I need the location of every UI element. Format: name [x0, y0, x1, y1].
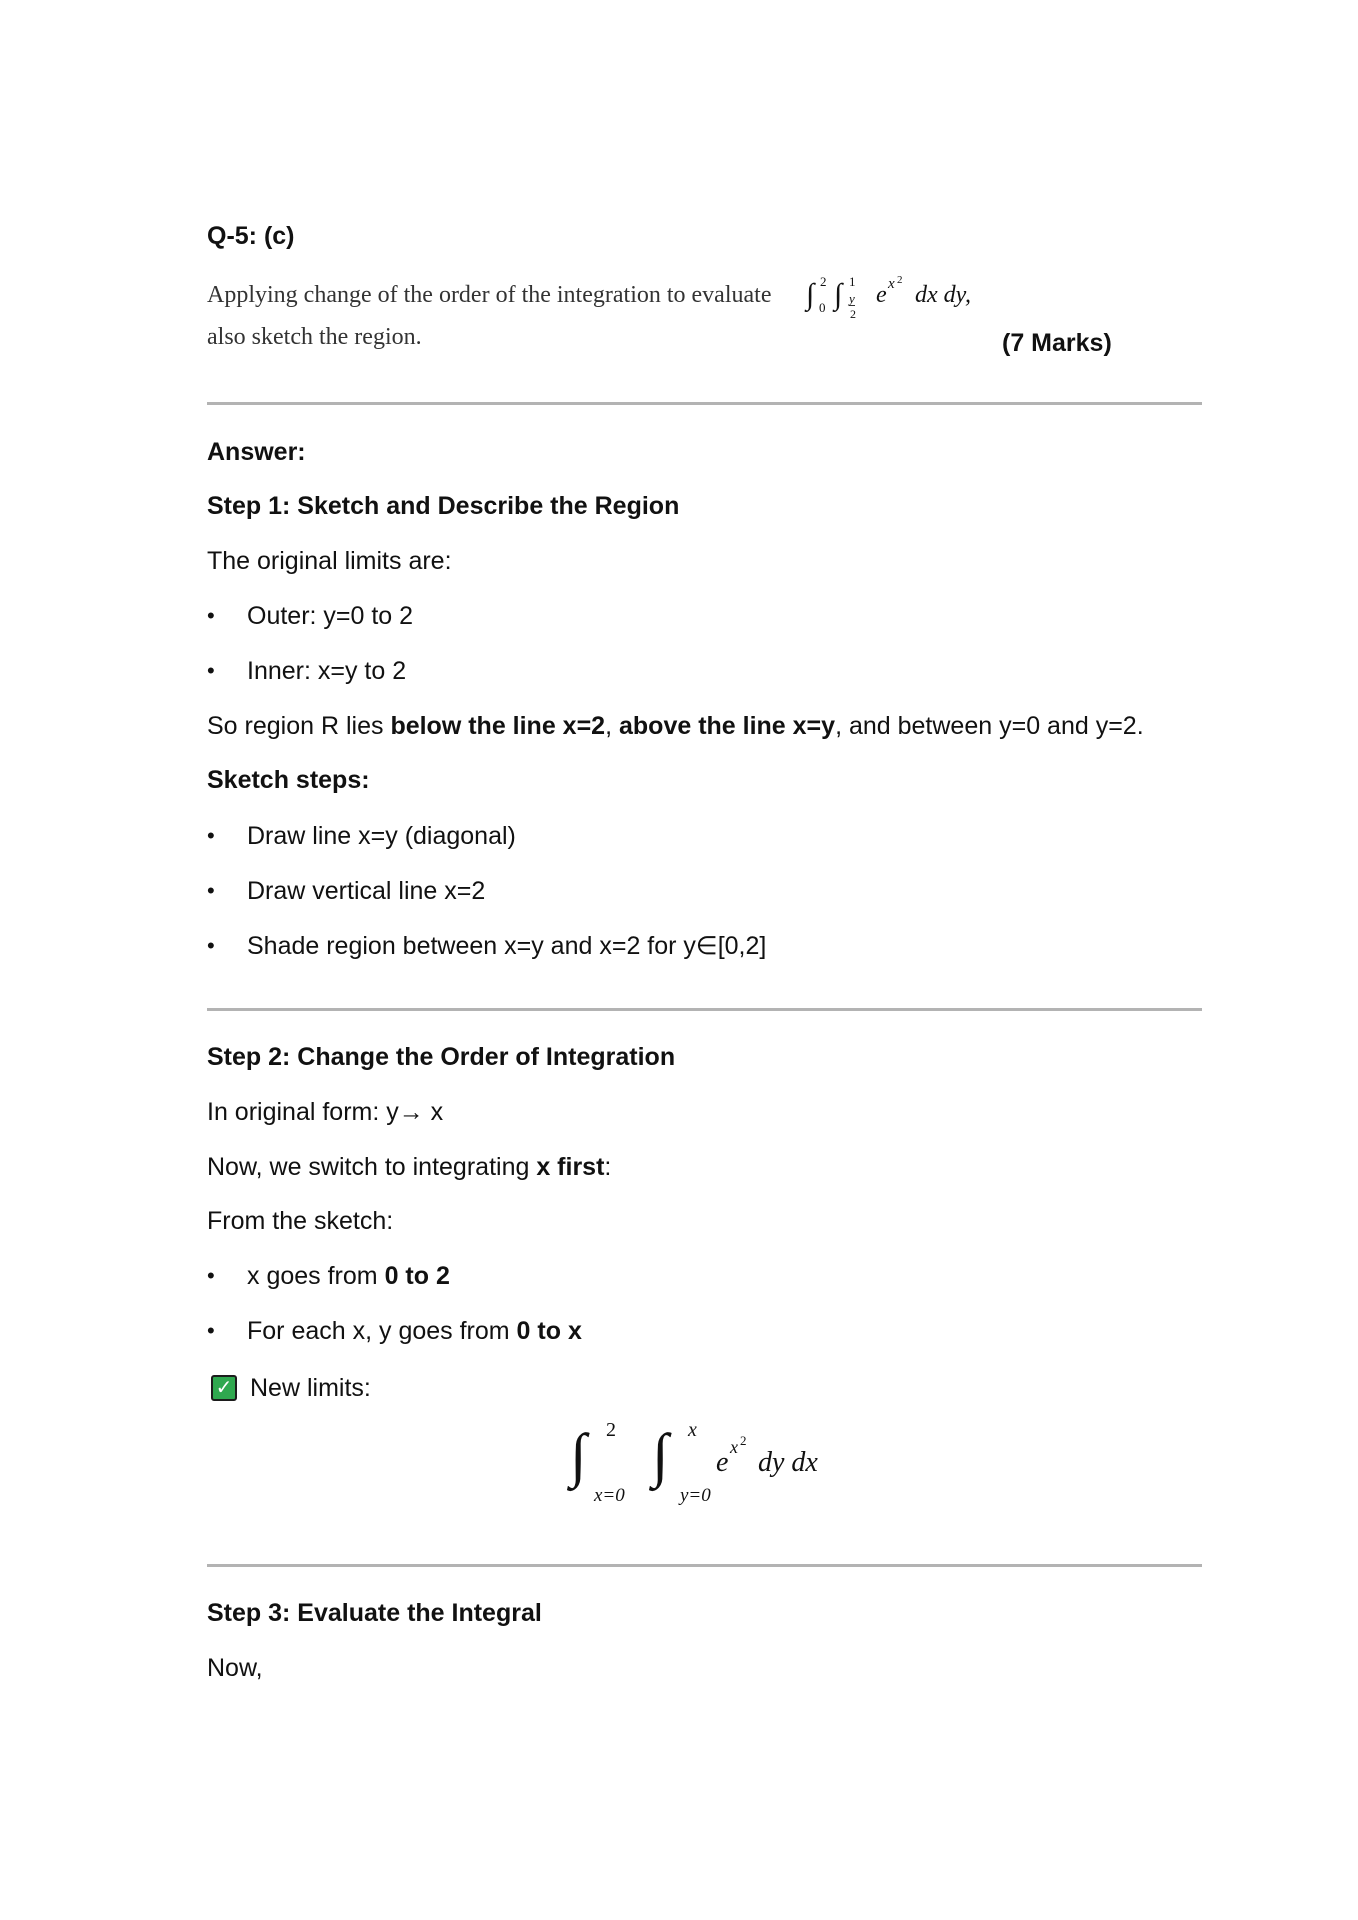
new-integral — [570, 1415, 870, 1515]
region-bold: below the line x=2 — [390, 712, 606, 740]
list-item: Draw line x=y (diagonal) — [247, 822, 516, 850]
integrand-exponent-power: 2 — [740, 1433, 747, 1448]
bullet: • — [207, 878, 215, 903]
outer-upper-limit: 2 — [820, 274, 827, 289]
bullet: • — [207, 933, 215, 958]
from-sketch-text: From the sketch: — [207, 1207, 394, 1235]
differentials: dy dx — [758, 1447, 818, 1478]
region-text: , — [605, 712, 619, 740]
list-item-text: For each x, y goes from — [247, 1317, 517, 1345]
switch-text-bold: x first — [536, 1153, 605, 1181]
check-mark-icon: ✓ — [211, 1375, 237, 1401]
region-bold: above the line x=y — [619, 712, 836, 740]
switch-text — [207, 1151, 611, 1183]
question-text-line1 — [207, 282, 771, 309]
list-item — [247, 1315, 582, 1347]
inner-upper-limit: 1 — [849, 274, 856, 289]
question-text-line2: also sketch the region. — [207, 324, 422, 350]
bullet: • — [207, 658, 215, 683]
list-item: Shade region between x=y and x=2 for y∈[0,2] — [247, 932, 767, 960]
bullet: • — [207, 823, 215, 848]
step1-heading: Step 1: Sketch and Describe the Region — [207, 492, 680, 520]
integral-sign-inner: ∫ — [834, 278, 843, 311]
integral-sign-outer: ∫ — [570, 1422, 587, 1488]
bullet: • — [207, 1318, 215, 1343]
integrand-exponent: x — [730, 1437, 738, 1457]
bullet: • — [207, 603, 215, 628]
inner-lower-numerator: y — [849, 291, 855, 306]
integrand-exponent-power: 2 — [897, 274, 903, 286]
list-item-bold: 0 to 2 — [384, 1262, 450, 1290]
divider — [207, 1564, 1202, 1567]
step3-heading: Step 3: Evaluate the Integral — [207, 1599, 542, 1627]
list-item-bold: 0 to x — [516, 1317, 582, 1345]
list-item — [247, 1260, 450, 1292]
outer-lower-limit: 0 — [819, 300, 826, 315]
step2-heading: Step 2: Change the Order of Integration — [207, 1043, 676, 1071]
integral-sign-outer: ∫ — [806, 278, 815, 311]
new-limits-label: New limits: — [250, 1374, 371, 1402]
integrand-base: e — [716, 1447, 729, 1478]
differentials: dx dy, — [915, 282, 971, 308]
region-text: , and between y=0 and y=2. — [835, 712, 1144, 740]
integral-sign-inner: ∫ — [652, 1422, 669, 1488]
bullet: • — [207, 1263, 215, 1288]
region-description — [207, 710, 1144, 742]
switch-text-part: Now, we switch to integrating — [207, 1153, 537, 1181]
list-item: Outer: y=0 to 2 — [247, 602, 414, 630]
inner-lower-denominator: 2 — [850, 307, 856, 321]
answer-heading: Answer: — [207, 438, 306, 466]
marks-label: (7 Marks) — [1002, 329, 1112, 357]
question-label: Q-5: (c) — [207, 222, 295, 250]
switch-text-part: : — [604, 1153, 612, 1181]
inner-upper-limit: x — [688, 1419, 697, 1441]
integrand-exponent: x — [888, 276, 895, 292]
list-item: Draw vertical line x=2 — [247, 877, 486, 905]
outer-upper-limit: 2 — [606, 1419, 616, 1441]
list-item-text: x goes from — [247, 1262, 385, 1290]
outer-lower-limit: x=0 — [594, 1485, 625, 1506]
divider — [207, 1008, 1202, 1011]
inner-lower-limit: y=0 — [680, 1485, 711, 1506]
original-form-text: In original form: y→ x — [207, 1098, 444, 1126]
divider — [207, 402, 1202, 405]
sketch-steps-heading: Sketch steps: — [207, 766, 370, 794]
step1-intro: The original limits are: — [207, 547, 452, 575]
question-integral — [806, 274, 1006, 324]
list-item: Inner: x=y to 2 — [247, 657, 407, 685]
question-text: Applying change of the order of the integration to evaluate — [207, 282, 772, 308]
step3-text: Now, — [207, 1654, 263, 1682]
integrand-base: e — [876, 282, 887, 308]
region-text: So region R lies — [207, 712, 391, 740]
